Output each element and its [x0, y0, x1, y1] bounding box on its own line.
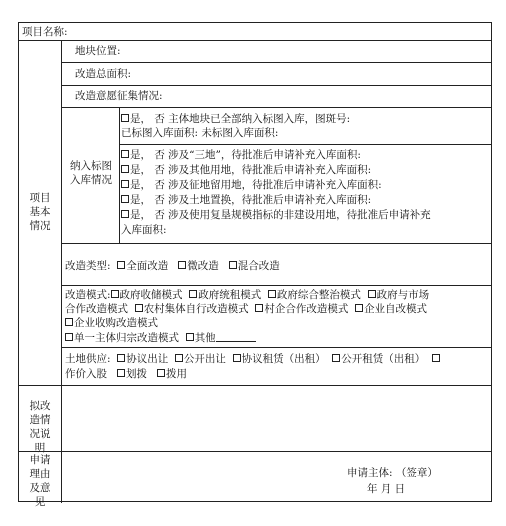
renovation-mode-row: 合作改造模式 农村集体自行改造模式 村企合作改造模式 企业自改模式 — [65, 303, 428, 315]
date-field: 年 月 日 — [367, 483, 406, 495]
checkbox[interactable] — [121, 210, 129, 218]
checkbox[interactable] — [121, 195, 129, 203]
map-row: 是， 否 涉及“三地”，待批准后申请补充入库面积: — [121, 149, 361, 162]
checkbox[interactable] — [368, 290, 376, 298]
willingness-label: 改造意愿征集情况: — [75, 90, 163, 102]
checkbox[interactable] — [178, 261, 186, 269]
renovation-mode-row: 改造模式: 政府收储模式 政府统租模式 政府综合整治模式 政府与市场 — [65, 289, 430, 301]
renovation-mode-row: 单一主体归宗改造模式 其他 — [65, 331, 256, 345]
checkbox[interactable] — [117, 261, 125, 269]
land-supply-row: 土地供应: 协议出让 公开出让 协议租赁（出租） 公开租赁（出租） — [65, 353, 441, 366]
section-basic-label: 项目基本情况 — [29, 192, 51, 232]
map-row: 是， 否 涉及使用复垦规模指标的非建设用地，待批准后申请补充 — [121, 209, 431, 222]
map-status-label: 纳入标图入库情况 — [70, 160, 112, 186]
checkbox[interactable] — [189, 290, 197, 298]
section-plan-label: 拟改造情况说明 — [29, 400, 51, 454]
checkbox[interactable] — [255, 304, 263, 312]
divider — [19, 385, 491, 386]
checkbox[interactable] — [135, 304, 143, 312]
application-form — [18, 22, 492, 508]
checkbox[interactable] — [186, 333, 194, 341]
map-row-text: 是， 否 主体地块已全部纳入标图入库，图斑号: — [130, 113, 351, 125]
project-name-label: 项目名称: — [22, 26, 68, 38]
checkbox[interactable] — [121, 114, 129, 122]
checkbox[interactable] — [355, 304, 363, 312]
map-row-text: 入库面积: — [121, 224, 167, 236]
section-reason-label: 申请理由及意见 — [29, 454, 51, 508]
checkbox[interactable] — [117, 354, 125, 362]
divider — [19, 40, 491, 41]
renovation-mode-row: 企业收购改造模式 — [65, 317, 158, 330]
divider — [119, 144, 491, 145]
checkbox[interactable] — [121, 180, 129, 188]
checkbox[interactable] — [117, 369, 125, 377]
total-area-label: 改造总面积: — [75, 68, 132, 80]
divider — [61, 347, 491, 348]
divider — [61, 62, 491, 63]
left-column-divider — [61, 40, 62, 503]
map-row-area-text: 已标图入库面积: 未标图入库面积: — [121, 127, 279, 139]
divider — [61, 285, 491, 286]
renovation-type-row: 改造类型: 全面改造 微改造 混合改造 — [65, 260, 280, 272]
checkbox[interactable] — [65, 333, 73, 341]
checkbox[interactable] — [432, 354, 440, 362]
land-supply-row: 作价入股 划拨 拨用 — [65, 368, 188, 380]
checkbox[interactable] — [157, 369, 165, 377]
map-row: 是， 否 涉及土地置换，待批准后申请补充入库面积: — [121, 194, 371, 207]
other-blank[interactable] — [216, 331, 256, 342]
divider — [61, 107, 491, 108]
checkbox[interactable] — [121, 150, 129, 158]
map-row: 是， 否 涉及其他用地，待批准后申请补充入库面积: — [121, 164, 371, 177]
checkbox[interactable] — [121, 165, 129, 173]
checkbox[interactable] — [111, 290, 119, 298]
divider — [61, 85, 491, 86]
checkbox[interactable] — [332, 354, 340, 362]
map-status-divider — [119, 107, 120, 243]
applicant-signature: 申请主体: （签章） — [347, 467, 438, 479]
checkbox[interactable] — [268, 290, 276, 298]
checkbox[interactable] — [229, 261, 237, 269]
plot-location-label: 地块位置: — [75, 45, 121, 57]
checkbox[interactable] — [175, 354, 183, 362]
checkbox[interactable] — [65, 318, 73, 326]
checkbox[interactable] — [233, 354, 241, 362]
map-row: 是， 否 涉及征地留用地，待批准后申请补充入库面积: — [121, 179, 382, 192]
divider — [19, 451, 491, 452]
divider — [61, 243, 491, 244]
